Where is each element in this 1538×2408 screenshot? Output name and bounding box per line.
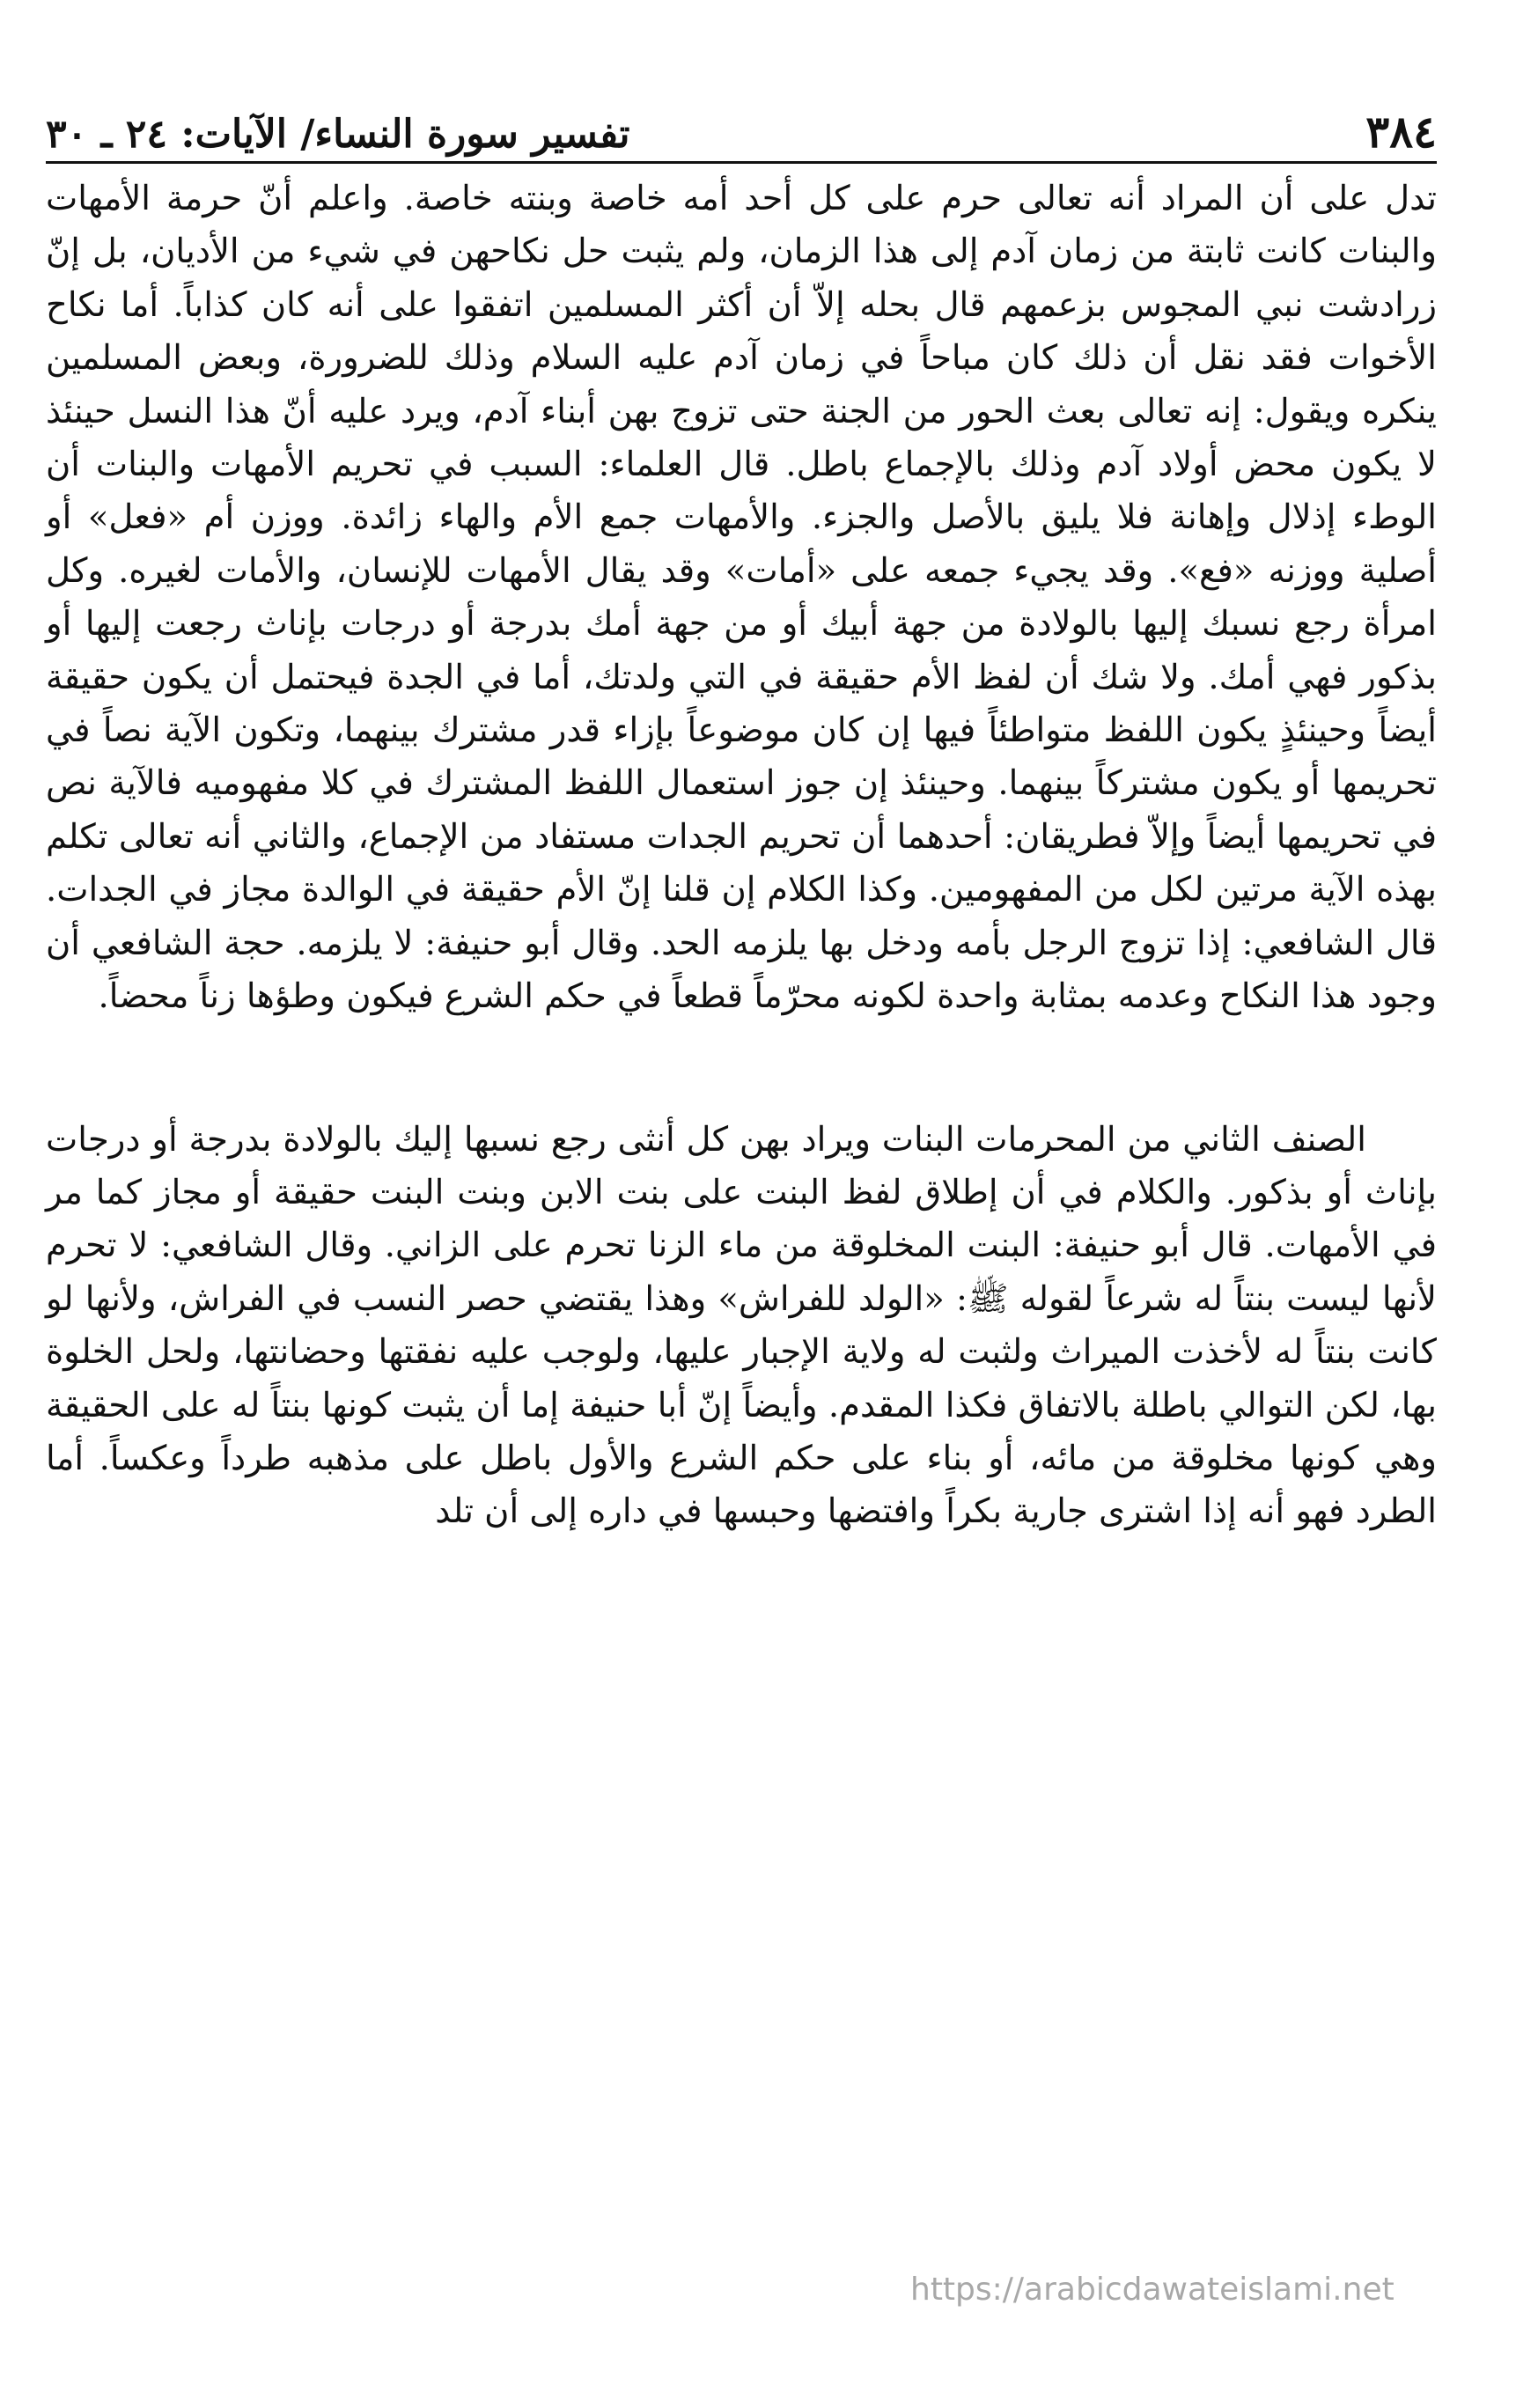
paragraph-2: الصنف الثاني من المحرمات البنات ويراد بهن كل أنثى رجع نسبها إليك بالولادة بدرجة أو درجات بإناث أو بذكور. والكلام في أن إطلاق لفظ البنت على بنت الابن وبنت البنت حقيقة أو مجاز كما مر في الأمهات. قال أبو حنيفة: البنت المخلوقة من ماء الزنا تحرم على الزاني. وقال الشافعي: لا تحرم لأنها ليست بنتاً له شرعاً لقوله ﷺ: «الولد للفراش» وهذا يقتضي حصر النسب في الفراش، ولأنها لو كانت بنتاً له لأخذت الميراث ولثبت له ولاية الإجبار عليها، ولوجب عليه نفقتها وحضانتها، ولحل الخلوة بها، لكن التوالي باطلة بالاتفاق فكذا المقدم. وأيضاً إنّ أبا حنيفة إما أن يثبت كونها بنتاً له على الحقيقة وهي كونها مخلوقة من مائه، أو بناء على حكم الشرع والأول باطل على مذهبه طرداً وعكساً. أما الطرد فهو أنه إذا اشترى جارية بكراً وافتضها وحبسها في داره إلى أن تلد <box>46 1119 1437 1532</box>
watermark-url: https://arabicdawateislami.net <box>910 2272 1395 2308</box>
running-title: تفسير سورة النساء/ الآيات: ٢٤ ـ ٣٠ <box>46 112 630 157</box>
body-text <box>46 173 1437 1539</box>
page-number: ٣٨٤ <box>1365 106 1437 158</box>
paragraph-1: تدل على أن المراد أنه تعالى حرم على كل أحد أمه خاصة وبنته خاصة. واعلم أنّ حرمة الأمهات والبنات كانت ثابتة من زمان آدم إلى هذا الزمان، ولم يثبت حل نكاحهن في شيء من الأديان، بل إنّ زرادشت نبي المجوس بزعمهم قال بحله إلاّ أن أكثر المسلمين اتفقوا على أنه كان كذاباً. أما نكاح الأخوات فقد نقل أن ذلك كان مباحاً في زمان آدم عليه السلام وذلك للضرورة، وبعض المسلمين ينكره ويقول: إنه تعالى بعث الحور من الجنة حتى تزوج بهن أبناء آدم، ويرد عليه أنّ هذا النسل حينئذ لا يكون محض أولاد آدم وذلك بالإجماع باطل. قال العلماء: السبب في تحريم الأمهات والبنات أن الوطء إذلال وإهانة فلا يليق بالأصل والجزء. والأمهات جمع الأم والهاء زائدة. ووزن أم «فعل» أو أصلية ووزنه «فع». وقد يجيء جمعه على «أمات» وقد يقال الأمهات للإنسان، والأمات لغيره. وكل امرأة رجع نسبك إليها بالولادة من جهة أبيك أو من جهة أمك بدرجة أو درجات بإناث رجعت إليها أو بذكور فهي أمك. ولا شك أن لفظ الأم حقيقة في التي ولدتك، أما في الجدة فيحتمل أن يكون حقيقة أيضاً وحينئذٍ يكون اللفظ متواطئاً فيها إن كان موضوعاً بإزاء قدر مشترك بينهما، وتكون الآية نصاً في تحريمها أو يكون مشتركاً بينهما. وحينئذ إن جوز استعمال اللفظ المشترك في كلا مفهوميه فالآية نص في تحريمها أيضاً وإلاّ فطريقان: أحدهما أن تحريم الجدات مستفاد من الإجماع، والثاني أنه تعالى تكلم بهذه الآية مرتين لكل من المفهومين. وكذا الكلام إن قلنا إنّ الأم حقيقة في الوالدة مجاز في الجدات. قال الشافعي: إذا تزوج الرجل بأمه ودخل بها يلزمه الحد. وقال أبو حنيفة: لا يلزمه. حجة الشافعي أن وجود هذا النكاح وعدمه بمثابة واحدة لكونه محرّماً قطعاً في حكم الشرع فيكون وطؤها زناً محضاً. <box>46 179 1437 1017</box>
page-header <box>46 92 1437 164</box>
